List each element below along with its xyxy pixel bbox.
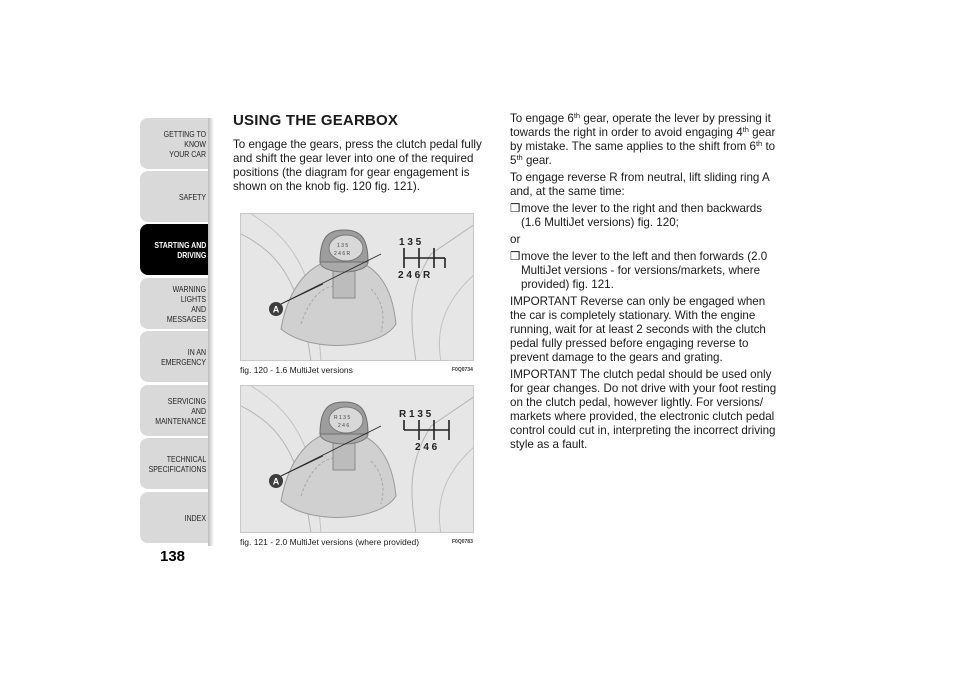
text-run: gear, operate the lever by pressing it towards the right in order to avoid engaging 4	[510, 112, 771, 139]
shift-pattern-bottom: 2 4 6	[415, 442, 438, 453]
important-note-clutch: IMPORTANT The clutch pedal should be used only for gear changes. Do not drive with your foot resting on the clutch pedal, however lightly. For versions/ markets where provided, the electronic clutch pedal control could cut in, interpreting the incorrect driving style as a fault.	[510, 368, 777, 451]
page-number: 138	[160, 548, 186, 565]
tab-label: WARNING LIGHTS AND MESSAGES	[166, 283, 206, 324]
ordinal-suffix: th	[742, 125, 749, 134]
tab-starting-and-driving[interactable]	[140, 224, 210, 275]
svg-text:R 1 3 5: R 1 3 5	[334, 415, 351, 421]
section-heading: USING THE GEARBOX	[233, 112, 399, 129]
shift-pattern-diagram	[404, 420, 449, 440]
tab-label: SERVICING AND MAINTENANCE	[155, 395, 206, 426]
figure-121-code: F0Q0783	[452, 539, 473, 545]
figure-120-caption: fig. 120 - 1.6 MultiJet versions	[240, 365, 353, 375]
important-note-reverse: IMPORTANT Reverse can only be engaged when the car is completely stationary. With the engine running, wait for at least 2 seconds with the clutch pedal fully pressed before engaging reverse to prevent damage to the gears and grating.	[510, 295, 766, 364]
tab-label: TECHNICAL SPECIFICATIONS	[148, 453, 206, 474]
or-text: or	[510, 233, 521, 246]
svg-text:1 3 5: 1 3 5	[337, 243, 349, 249]
tab-label: INDEX	[184, 512, 206, 523]
bullet-item	[510, 250, 778, 292]
text-run: gear.	[522, 154, 552, 167]
callout-a-label: A	[272, 304, 280, 315]
text-run: to 5	[510, 140, 776, 167]
tab-getting-to-know-your-car[interactable]	[140, 118, 210, 169]
gear-lever-illustration	[241, 386, 474, 533]
figure-120-code: F0Q0734	[452, 367, 473, 373]
tab-index[interactable]	[140, 492, 210, 543]
text-run: To engage 6	[510, 112, 574, 125]
shift-pattern-top: R 1 3 5	[399, 409, 432, 420]
gear-lever-illustration	[241, 214, 474, 361]
svg-text:2 4 6: 2 4 6	[338, 423, 350, 429]
intro-paragraph: To engage the gears, press the clutch pedal fully and shift the gear lever into one of the required positions (the diagram for gear engagement is shown on the knob fig. 120 fig. 121).	[233, 138, 482, 193]
shift-pattern-bottom: 2 4 6 R	[398, 270, 431, 281]
text-run: gear by mistake. The same applies to the shift from 6	[510, 126, 776, 153]
tab-label: STARTING AND DRIVING	[154, 239, 206, 260]
bullet-text: move the lever to the left and then forwards (2.0 MultiJet versions - for versions/markets, where provided) fig. 121.	[521, 250, 768, 291]
tab-safety[interactable]	[140, 171, 210, 222]
checkbox-bullet-icon: ❒	[510, 250, 521, 263]
figure-121	[240, 385, 474, 533]
svg-text:2 4 6 R: 2 4 6 R	[334, 251, 351, 257]
figure-120	[240, 213, 474, 361]
ordinal-suffix: th	[755, 139, 763, 148]
reverse-paragraph: To engage reverse R from neutral, lift sliding ring A and, at the same time:	[510, 171, 770, 198]
tab-servicing-and-maintenance[interactable]	[140, 385, 210, 436]
tab-warning-lights-and-messages[interactable]	[140, 278, 210, 329]
tab-label: SAFETY	[178, 191, 206, 202]
tab-in-an-emergency[interactable]	[140, 331, 210, 382]
bullet-item	[510, 202, 778, 230]
tab-label: GETTING TO KNOW YOUR CAR	[163, 128, 206, 159]
tab-label: IN AN EMERGENCY	[161, 346, 206, 367]
ordinal-suffix: th	[516, 153, 523, 162]
ordinal-suffix: th	[573, 111, 581, 120]
right-column	[510, 112, 778, 455]
tab-edge-shadow	[208, 118, 214, 546]
tab-technical-specifications[interactable]	[140, 438, 210, 489]
checkbox-bullet-icon: ❒	[510, 202, 521, 215]
figure-121-caption: fig. 121 - 2.0 MultiJet versions (where provided)	[240, 537, 420, 547]
sixth-gear-paragraph	[510, 112, 778, 168]
callout-a-label: A	[272, 476, 280, 487]
shift-pattern-top: 1 3 5	[399, 237, 422, 248]
bullet-text: move the lever to the right and then backwards (1.6 MultiJet versions) fig. 120;	[521, 202, 763, 229]
